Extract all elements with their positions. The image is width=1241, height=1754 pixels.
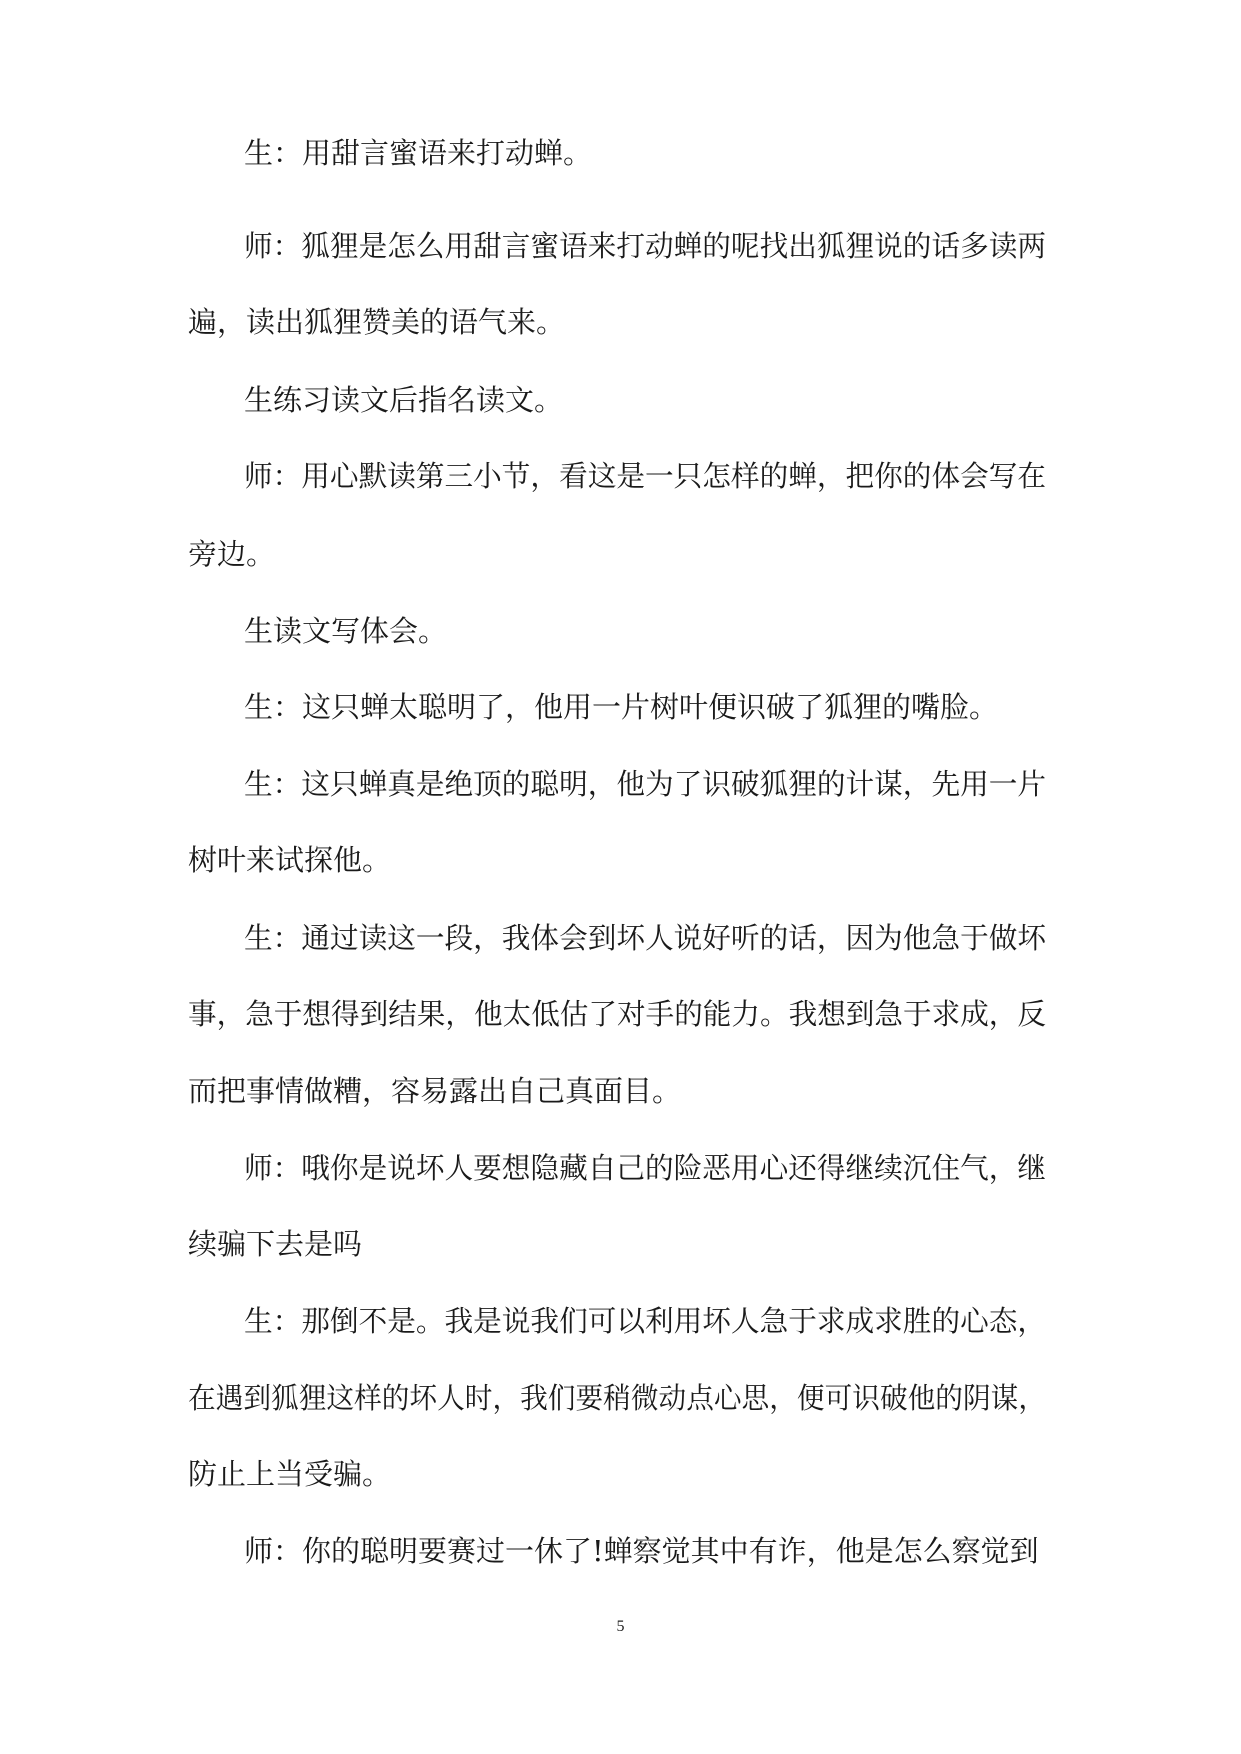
paragraph-4-line-2: 旁边。 [188, 537, 276, 571]
paragraph-5-line-1: 生读文写体会。 [244, 614, 448, 648]
paragraph-3-line-1: 生练习读文后指名读文。 [244, 383, 564, 417]
paragraph-7-line-2: 树叶来试探他。 [188, 843, 392, 877]
paragraph-9-line-2: 续骗下去是吗 [188, 1227, 363, 1261]
paragraph-8-line-1: 生：通过读这一段，我体会到坏人说好听的话，因为他急于做坏 [244, 921, 1047, 955]
paragraph-1-line-1: 生：用甜言蜜语来打动蝉。 [244, 136, 593, 170]
paragraph-8-line-2: 事，急于想得到结果，他太低估了对手的能力。我想到急于求成，反 [188, 997, 1047, 1031]
paragraph-2-line-1: 师：狐狸是怎么用甜言蜜语来打动蝉的呢找出狐狸说的话多读两 [244, 229, 1047, 263]
paragraph-8-line-3: 而把事情做糟，容易露出自己真面目。 [188, 1074, 682, 1108]
paragraph-6-line-1: 生：这只蝉太聪明了，他用一片树叶便识破了狐狸的嘴脸。 [244, 690, 999, 724]
paragraph-10-line-1: 生：那倒不是。我是说我们可以利用坏人急于求成求胜的心态， [244, 1304, 1047, 1338]
paragraph-10-line-3: 防止上当受骗。 [188, 1457, 392, 1491]
paragraph-4-line-1: 师：用心默读第三小节，看这是一只怎样的蝉，把你的体会写在 [244, 459, 1047, 493]
paragraph-11-line-1: 师：你的聪明要赛过一休了!蝉察觉其中有诈，他是怎么察觉到 [244, 1534, 1039, 1568]
paragraph-2-line-2: 遍，读出狐狸赞美的语气来。 [188, 305, 566, 339]
paragraph-9-line-1: 师：哦你是说坏人要想隐藏自己的险恶用心还得继续沉住气，继 [244, 1151, 1047, 1185]
paragraph-7-line-1: 生：这只蝉真是绝顶的聪明，他为了识破狐狸的计谋，先用一片 [244, 767, 1047, 801]
paragraph-10-line-2: 在遇到狐狸这样的坏人时，我们要稍微动点心思，便可识破他的阴谋， [188, 1381, 1047, 1415]
page-number: 5 [616, 1618, 625, 1635]
